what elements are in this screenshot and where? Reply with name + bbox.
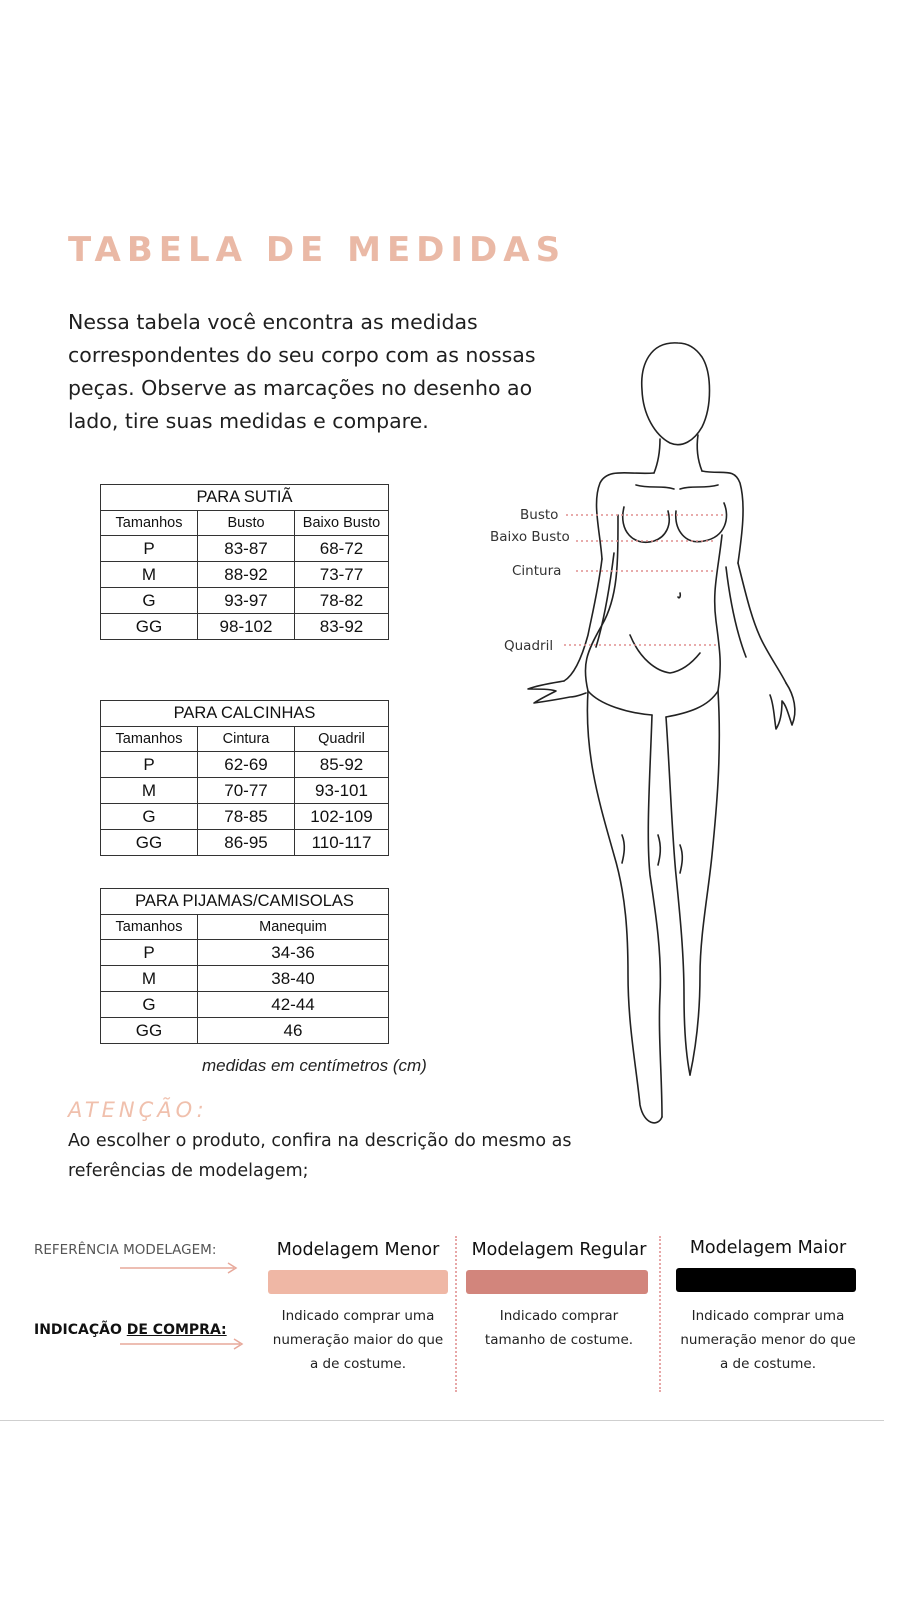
table-cell: GG [101, 1018, 198, 1044]
desc-line: numeração menor do que [680, 1332, 856, 1348]
table-row [101, 614, 389, 640]
table-cell: 34-36 [198, 940, 389, 966]
column-header: Tamanhos [101, 915, 198, 940]
table-cell: 73-77 [295, 562, 389, 588]
purchase-label-underlined: DE COMPRA: [126, 1322, 227, 1338]
table-row [101, 966, 389, 992]
column-header: Baixo Busto [295, 511, 389, 536]
modelagem-maior-column [672, 1238, 864, 1372]
modelagem-name: Modelagem Regular [471, 1240, 647, 1260]
table-cell: 38-40 [198, 966, 389, 992]
table-caption: PARA SUTIÃ [101, 485, 389, 511]
purchase-label [34, 1322, 227, 1338]
table-cell: M [101, 778, 198, 804]
attention-title: ATENÇÃO: [68, 1098, 208, 1122]
desc-line: Indicado comprar uma [691, 1308, 845, 1324]
table-cell: 85-92 [295, 752, 389, 778]
table-row [101, 1018, 389, 1044]
table-cell: P [101, 940, 198, 966]
unit-note: medidas em centímetros (cm) [202, 1056, 427, 1075]
modelagem-menor-column [266, 1240, 450, 1372]
table-cell: G [101, 588, 198, 614]
table-cell: 93-101 [295, 778, 389, 804]
table-cell: 93-97 [198, 588, 295, 614]
modelagem-name: Modelagem Menor [276, 1240, 440, 1260]
table-cell: P [101, 536, 198, 562]
table-cell: G [101, 804, 198, 830]
table-cell: 62-69 [198, 752, 295, 778]
table-cell: GG [101, 614, 198, 640]
attention-text: Ao escolher o produto, confira na descrição do mesmo as referências de modelagem; [68, 1131, 572, 1181]
desc-line: numeração maior do que [272, 1332, 444, 1348]
table-row [101, 804, 389, 830]
column-header: Tamanhos [101, 727, 198, 752]
modelagem-desc [672, 1304, 864, 1376]
divider-line [0, 1420, 884, 1421]
table-row [101, 588, 389, 614]
table-cell: 42-44 [198, 992, 389, 1018]
table-cell: 83-92 [295, 614, 389, 640]
table-cell: GG [101, 830, 198, 856]
table-cell: G [101, 992, 198, 1018]
arrow-right-icon [120, 1338, 246, 1350]
table-row [101, 752, 389, 778]
table-cell: P [101, 752, 198, 778]
figure-label-busto: Busto [520, 507, 559, 523]
reference-label: REFERÊNCIA MODELAGEM: [34, 1242, 217, 1258]
figure-label-baixo-busto: Baixo Busto [490, 529, 570, 545]
table-row [101, 830, 389, 856]
arrow-right-icon [120, 1262, 240, 1274]
table-sutia [100, 484, 389, 640]
column-header: Quadril [295, 727, 389, 752]
desc-line: Indicado comprar [499, 1308, 619, 1324]
desc-line: a de costume. [309, 1356, 407, 1372]
column-divider [455, 1236, 457, 1392]
table-cell: 70-77 [198, 778, 295, 804]
table-row [101, 778, 389, 804]
body-figure-illustration [490, 335, 820, 1135]
purchase-label-prefix: INDICAÇÃO [34, 1322, 127, 1338]
table-cell: 86-95 [198, 830, 295, 856]
column-header: Manequim [198, 915, 389, 940]
table-cell: 68-72 [295, 536, 389, 562]
modelagem-desc [266, 1304, 450, 1376]
modelagem-desc [462, 1304, 656, 1352]
figure-label-quadril: Quadril [504, 638, 554, 654]
table-pijamas [100, 888, 389, 1044]
table-cell: 78-85 [198, 804, 295, 830]
column-header: Busto [198, 511, 295, 536]
desc-line: a de costume. [719, 1356, 817, 1372]
desc-line: Indicado comprar uma [281, 1308, 435, 1324]
page-title: TABELA DE MEDIDAS [68, 230, 567, 270]
modelagem-regular-column [462, 1240, 656, 1348]
figure-label-cintura: Cintura [512, 563, 562, 579]
table-cell: 98-102 [198, 614, 295, 640]
desc-line: tamanho de costume. [484, 1332, 634, 1348]
table-cell: 83-87 [198, 536, 295, 562]
table-row [101, 992, 389, 1018]
table-caption: PARA PIJAMAS/CAMISOLAS [101, 889, 389, 915]
table-cell: 102-109 [295, 804, 389, 830]
modelagem-name: Modelagem Maior [689, 1238, 847, 1258]
table-caption: PARA CALCINHAS [101, 701, 389, 727]
table-cell: 46 [198, 1018, 389, 1044]
column-header: Tamanhos [101, 511, 198, 536]
column-header: Cintura [198, 727, 295, 752]
table-row [101, 536, 389, 562]
table-cell: M [101, 562, 198, 588]
table-row [101, 940, 389, 966]
column-divider [659, 1236, 661, 1392]
table-cell: 110-117 [295, 830, 389, 856]
intro-text: Nessa tabela você encontra as medidas correspondentes do seu corpo com as nossas peças. Observe as marcações no desenho ao lado, tire suas medidas e compare. [68, 310, 536, 433]
table-cell: M [101, 966, 198, 992]
table-row [101, 562, 389, 588]
modelagem-regular-swatch [466, 1270, 648, 1294]
modelagem-maior-swatch [676, 1268, 856, 1292]
table-cell: 78-82 [295, 588, 389, 614]
table-calcinhas [100, 700, 389, 856]
modelagem-menor-swatch [268, 1270, 448, 1294]
table-cell: 88-92 [198, 562, 295, 588]
